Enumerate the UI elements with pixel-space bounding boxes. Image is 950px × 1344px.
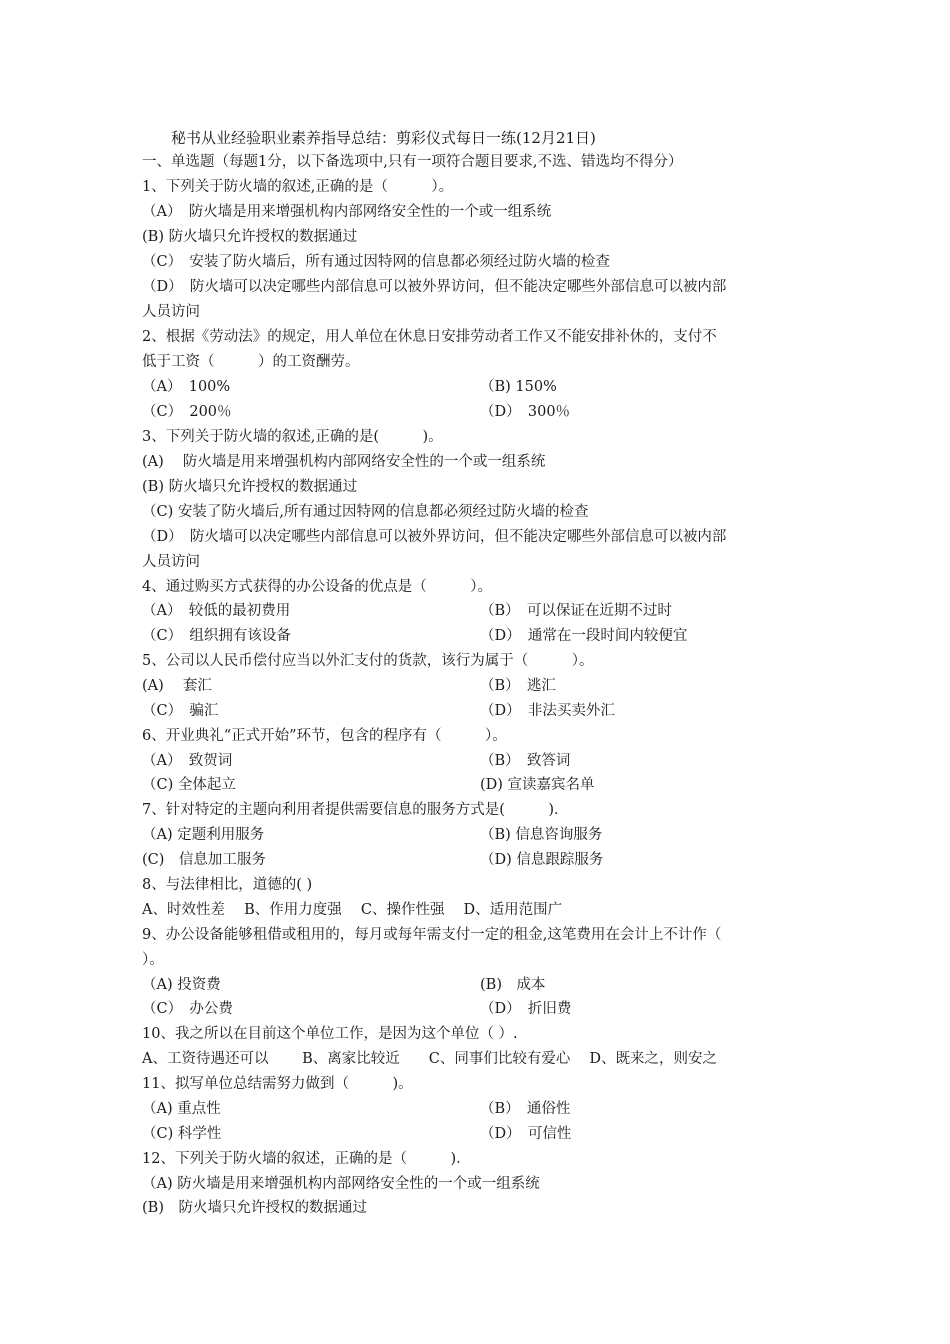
question-2-option-a: （A） 100% [142,379,231,395]
question-2-option-d: （D） 300％ [480,404,571,420]
question-7-option-c: (C) 信息加工服务 [142,852,266,868]
question-1-option-b: (B) 防火墙只允许授权的数据通过 [142,229,358,245]
question-2-stem-cont: 低于工资（ ）的工资酬劳。 [142,354,360,370]
question-2-stem: 2、根据《劳动法》的规定，用人单位在休息日安排劳动者工作又不能安排补休的，支付不 [142,329,717,345]
question-4-option-b: （B） 可以保证在近期不过时 [480,603,672,619]
question-7-option-a: （A) 定题利用服务 [142,827,265,843]
question-11-option-b: （B） 通俗性 [480,1101,571,1117]
question-1-option-d-cont: 人员访问 [142,304,200,320]
question-8-options: A、时效性差 B、作用力度强 C、操作性强 D、适用范围广 [142,902,563,918]
question-2-option-c: （C） 200％ [142,404,232,420]
question-10-stem: 10、我之所以在目前这个单位工作，是因为这个单位（ ）. [142,1026,518,1042]
question-11-option-d: （D） 可信性 [480,1126,572,1142]
question-3-option-b: (B) 防火墙只允许授权的数据通过 [142,479,358,495]
section-heading: 一、单选题（每题1分，以下备选项中,只有一项符合题目要求,不选、错选均不得分） [142,154,683,170]
question-12-stem: 12、下列关于防火墙的叙述，正确的是（ )． [142,1151,471,1167]
question-2-option-b: （B) 150% [480,379,557,395]
question-12-option-a: （A) 防火墙是用来增强机构内部网络安全性的一个或一组系统 [142,1176,540,1192]
question-6-option-c: （C) 全体起立 [142,777,236,793]
question-5-option-c: （C） 骗汇 [142,703,219,719]
question-3-option-a: (A) 防火墙是用来增强机构内部网络安全性的一个或一组系统 [142,454,546,470]
question-1-option-d: （D） 防火墙可以决定哪些内部信息可以被外界访问，但不能决定哪些外部信息可以被内部 [142,279,727,295]
question-4-option-d: （D） 通常在一段时间内较便宜 [480,628,688,644]
question-11-stem: 11、拟写单位总结需努力做到（ )。 [142,1076,413,1092]
question-1-option-c: （C） 安装了防火墙后，所有通过因特网的信息都必须经过防火墙的检查 [142,254,610,270]
question-9-stem: 9、办公设备能够租借或租用的，每月或每年需支付一定的租金,这笔费用在会计上不计作（ [142,927,722,943]
question-1-option-a: （A） 防火墙是用来增强机构内部网络安全性的一个或一组系统 [142,204,552,220]
question-3-option-d-cont: 人员访问 [142,554,200,570]
question-5-stem: 5、公司以人民币偿付应当以外汇支付的货款，该行为属于（ ）。 [142,653,594,669]
question-9-stem-cont: ）。 [142,952,164,968]
question-7-stem: 7、针对特定的主题向利用者提供需要信息的服务方式是( )． [142,802,569,818]
question-11-option-c: （C) 科学性 [142,1126,222,1142]
question-3-option-d: （D） 防火墙可以决定哪些内部信息可以被外界访问，但不能决定哪些外部信息可以被内部 [142,529,727,545]
question-4-option-c: （C） 组织拥有该设备 [142,628,291,644]
question-8-stem: 8、与法律相比，道德的( ) [142,877,313,893]
question-5-option-d: （D） 非法买卖外汇 [480,703,615,719]
question-1-stem: 1、下列关于防火墙的叙述,正确的是（ ）。 [142,179,454,195]
question-6-option-d: (D) 宣读嘉宾名单 [480,777,595,793]
question-12-option-b: (B) 防火墙只允许授权的数据通过 [142,1200,367,1216]
question-9-option-d: （D） 折旧费 [480,1001,572,1017]
question-3-stem: 3、下列关于防火墙的叙述,正确的是( )。 [142,429,443,445]
document-title: 秘书从业经验职业素养指导总结：剪彩仪式每日一练(12月21日) [171,129,596,147]
question-6-option-b: （B） 致答词 [480,753,571,769]
question-6-option-a: （A） 致贺词 [142,753,233,769]
question-4-option-a: （A） 较低的最初费用 [142,603,291,619]
question-9-option-c: （C） 办公费 [142,1001,233,1017]
question-7-option-d: （D) 信息跟踪服务 [480,852,604,868]
question-5-option-a: (A) 套汇 [142,678,212,694]
question-5-option-b: （B） 逃汇 [480,678,556,694]
question-4-stem: 4、通过购买方式获得的办公设备的优点是（ ）。 [142,579,492,595]
question-7-option-b: （B) 信息咨询服务 [480,827,603,843]
question-6-stem: 6、开业典礼“正式开始”环节，包含的程序有（ ）。 [142,728,507,744]
question-9-option-b: (B) 成本 [480,977,546,993]
question-9-option-a: （A) 投资费 [142,977,221,993]
question-11-option-a: （A) 重点性 [142,1101,221,1117]
question-10-options: A、工资待遇还可以 B、离家比较近 C、同事们比较有爱心 D、既来之，则安之 [142,1051,718,1067]
question-3-option-c: （C) 安装了防火墙后,所有通过因特网的信息都必须经过防火墙的检查 [142,504,589,520]
